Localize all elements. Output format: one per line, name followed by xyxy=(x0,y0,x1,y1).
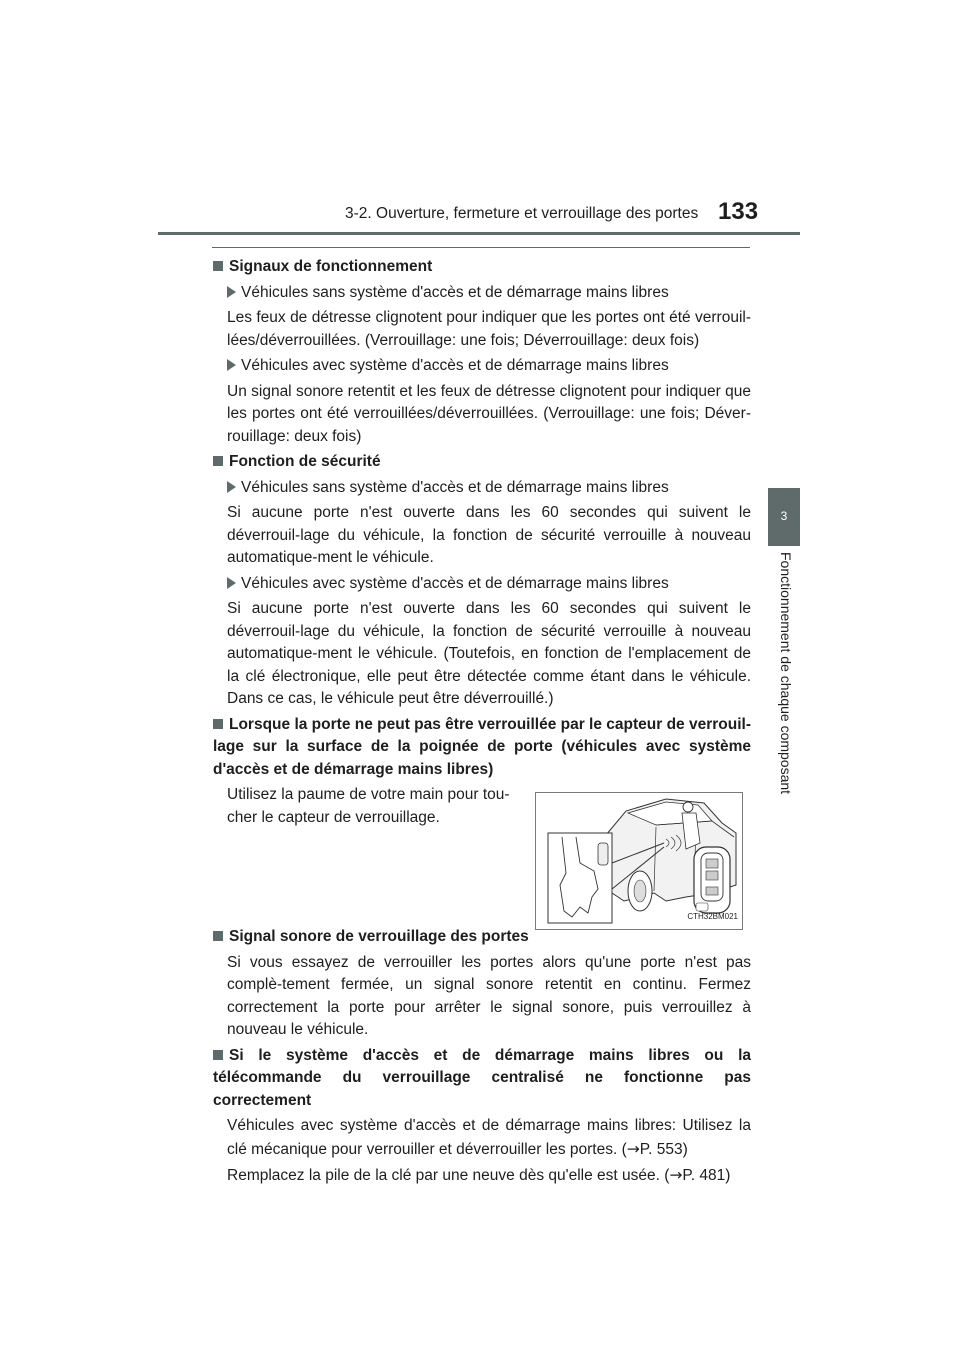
header-rule xyxy=(158,232,800,235)
subheading: Véhicules sans système d'accès et de démarrage mains libres xyxy=(227,477,751,500)
subheading: Véhicules sans système d'accès et de démarrage mains libres xyxy=(227,282,751,305)
paragraph: Véhicules avec système d'accès et de démarrage mains libres: Utilisez la clé mécanique pour verrouiller et déverrouiller les portes. (→P. 553) xyxy=(227,1117,751,1158)
chapter-number: 3 xyxy=(780,509,788,523)
paragraph: Si vous essayez de verrouiller les portes alors qu'une porte n'est pas complè-tement fermée, un signal sonore retentit en continu. Fermez correctement la porte pour arrêter le signal sonore, puis verrouillez à nouveau le véhicule. xyxy=(227,953,751,1038)
text-with-figure xyxy=(227,784,751,922)
square-bullet-icon xyxy=(213,261,223,271)
chapter-side-label: Fonctionnement de chaque composant xyxy=(778,552,794,795)
paragraph: Les feux de détresse clignotent pour indiquer que les portes ont été verrouil-lées/déverrouillées. (Verrouillage: une fois; Déverrouillage: deux fois) xyxy=(227,309,751,349)
section-heading: Signal sonore de verrouillage des portes xyxy=(213,926,751,949)
section-security-function xyxy=(213,451,751,711)
figure-code: CTH32BM021 xyxy=(687,911,738,921)
page-content xyxy=(213,256,751,1191)
section-heading: Si le système d'accès et de démarrage mains libres ou la télécommande du verrouillage centralisé ne fonctionne pas correctement xyxy=(213,1046,751,1109)
square-bullet-icon xyxy=(213,719,223,729)
square-bullet-icon xyxy=(213,456,223,466)
page-reference-link[interactable]: P. 553) xyxy=(639,1140,688,1158)
content-rule xyxy=(212,247,750,248)
section-heading: Signaux de fonctionnement xyxy=(213,256,751,279)
triangle-bullet-icon xyxy=(227,286,236,298)
square-bullet-icon xyxy=(213,1050,223,1060)
paragraph: Remplacez la pile de la clé par une neuve dès qu'elle est usée. (→P. 481) xyxy=(227,1166,731,1184)
chapter-tab xyxy=(768,488,800,546)
paragraph: Si aucune porte n'est ouverte dans les 60 secondes qui suivent le déverrouil-lage du véhicule, la fonction de sécurité verrouille à nouveau automatique-ment le véhicule. xyxy=(227,504,751,566)
paragraph: Un signal sonore retentit et les feux de détresse clignotent pour indiquer que les portes ont été verrouillées/déverrouillées. (Verrouillage: une fois; Déver-rouillage: deux fois) xyxy=(227,382,751,445)
arrow-right-icon: → xyxy=(626,1139,640,1158)
triangle-bullet-icon xyxy=(227,359,236,371)
paragraph: Si aucune porte n'est ouverte dans les 60 secondes qui suivent le déverrouil-lage du véhicule, la fonction de sécurité verrouille à nouveau automatique-ment le véhicule. (Toutefois, en fonction de l'emplacement de la clé électronique, elle peut être détectée comme étant dans le véhicule. Dans ce cas, le véhicule peut être déverrouillé.) xyxy=(227,600,751,707)
section-lock-sensor xyxy=(213,714,751,923)
section-malfunction xyxy=(213,1045,751,1188)
triangle-bullet-icon xyxy=(227,481,236,493)
paragraph: Utilisez la paume de votre main pour tou-cher le capteur de verrouillage. xyxy=(227,786,510,826)
page-reference-link[interactable]: P. 481) xyxy=(682,1167,731,1184)
header-title: 3-2. Ouverture, fermeture et verrouillage des portes xyxy=(345,205,699,222)
subheading: Véhicules avec système d'accès et de démarrage mains libres xyxy=(227,355,751,378)
triangle-bullet-icon xyxy=(227,577,236,589)
page-number: 133 xyxy=(718,198,759,225)
square-bullet-icon xyxy=(213,931,223,941)
arrow-right-icon: → xyxy=(669,1166,683,1184)
section-heading: Lorsque la porte ne peut pas être verrouillée par le capteur de verrouil-lage sur la surface de la poignée de porte (véhicules avec système d'accès et de démarrage mains libres) xyxy=(213,715,751,778)
subheading: Véhicules avec système d'accès et de démarrage mains libres xyxy=(227,573,751,596)
section-lock-buzzer xyxy=(213,926,751,1042)
illustration-lock-sensor xyxy=(535,792,743,930)
section-operation-signals xyxy=(213,256,751,448)
section-heading: Fonction de sécurité xyxy=(213,451,751,474)
